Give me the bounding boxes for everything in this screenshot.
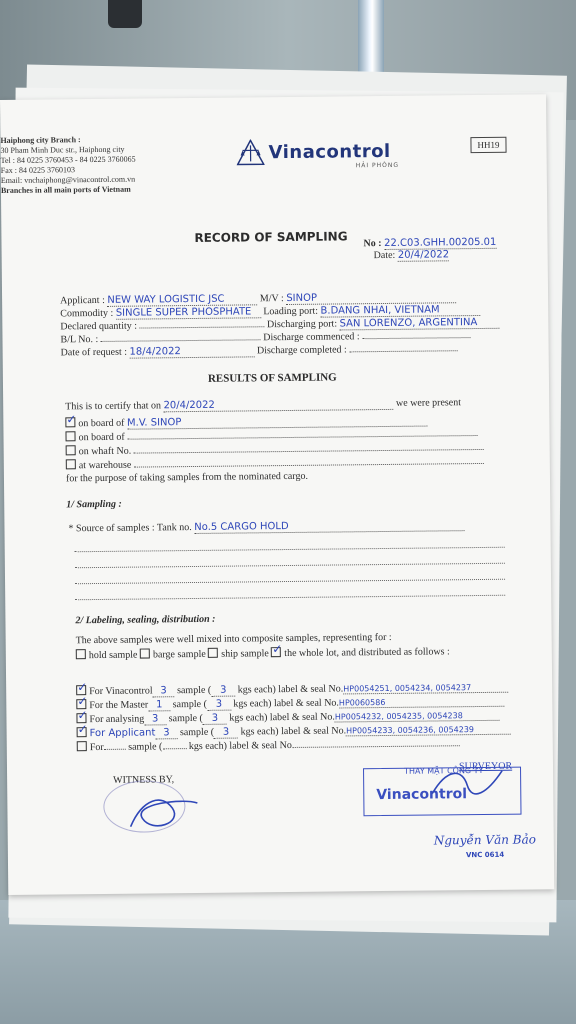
blank-line-1 — [75, 547, 505, 553]
mv-label: M/V : — [259, 293, 284, 305]
ship-sample-label: ship sample — [221, 648, 269, 660]
loading-label: Loading port: — [263, 305, 319, 318]
completed-value — [349, 350, 457, 352]
bl-value — [101, 339, 261, 342]
wharf-checkbox[interactable] — [66, 445, 76, 455]
surveyor-code: VNC 0614 — [465, 850, 505, 860]
request-row — [61, 343, 458, 359]
kgs-text: kgs each) — [233, 698, 272, 710]
applicant-value: NEW WAY LOGISTIC JSC — [107, 293, 257, 307]
surveyor-name: Nguyễn Văn Bảo — [433, 832, 537, 848]
date-value: 20/4/2022 — [397, 249, 450, 261]
wharf-value — [134, 449, 484, 454]
on-board-value-2 — [127, 435, 477, 440]
tank-value: No.5 CARGO HOLD — [194, 519, 464, 534]
stamp-name: Vinacontrol — [376, 786, 468, 804]
sample-text: sample ( — [177, 684, 212, 697]
loading-value: B.DANG NHAI, VIETNAM — [320, 304, 480, 318]
distribution-label: For Vinacontrol — [89, 685, 153, 698]
on-board-label-2: on board of — [78, 431, 125, 444]
scales-icon — [236, 139, 264, 165]
discharging-value: SAN LORENZO, ARGENTINA — [340, 317, 500, 331]
ship-sample-checkbox[interactable] — [208, 648, 218, 658]
certify-date: 20/4/2022 — [163, 398, 393, 412]
commodity-value: SINGLE SUPER PHOSPHATE — [116, 306, 261, 320]
barge-sample-label: barge sample — [152, 648, 206, 661]
quantity-value — [140, 326, 265, 328]
witness-label: WITNESS BY, — [113, 774, 175, 786]
warehouse-row — [66, 455, 484, 471]
no-value: 22.C03.GHH.00205.01 — [384, 236, 497, 249]
document-number — [363, 237, 496, 262]
sample-count: 1 — [148, 699, 170, 711]
seal-value — [294, 745, 459, 748]
whole-lot-checkbox[interactable] — [271, 647, 281, 657]
branch-title: Haiphong city Branch : — [0, 135, 81, 145]
kgs-text: kgs each) — [240, 726, 279, 738]
warehouse-checkbox[interactable] — [66, 459, 76, 469]
blank-line-4 — [75, 595, 505, 601]
on-board-checkbox-2[interactable] — [65, 431, 75, 441]
kgs-text: kgs each) — [229, 712, 268, 724]
commenced-value — [362, 337, 470, 339]
seal-text: label & seal No. — [229, 739, 295, 752]
warehouse-label: at warehouse — [78, 459, 132, 472]
sample-text: sample ( — [168, 712, 203, 725]
mv-value: SINOP — [286, 291, 456, 305]
sample-text: sample ( — [128, 741, 163, 753]
hold-sample-label: hold sample — [88, 649, 138, 662]
seal-value: HP0054233, 0054236, 0054239 — [346, 725, 511, 737]
source-row: * Source of samples : Tank no. No.5 CARGO HOLD — [68, 519, 464, 535]
kgs-text: kgs each) — [188, 740, 227, 753]
branch-address-block — [0, 135, 136, 196]
distribution-label: For the Master — [89, 699, 149, 712]
sample-count — [104, 749, 126, 750]
seal-value: HP0054232, 0054235, 0054238 — [335, 711, 500, 723]
commenced-label: Discharge commenced : — [263, 331, 360, 344]
form-code: HH19 — [470, 137, 506, 153]
binder-clip — [108, 0, 142, 28]
branch-address: 30 Pham Minh Duc str., Haiphong city — [0, 144, 125, 155]
branches-line: Branches in all main ports of Vietnam — [0, 184, 131, 195]
seal-value: HP0060586 — [339, 697, 504, 709]
present-text: we were present — [395, 397, 462, 409]
results-heading: RESULTS OF SAMPLING — [207, 371, 337, 385]
sample-type-row — [76, 645, 450, 661]
logo-text: Vinacontrol — [268, 140, 391, 163]
vessel-value: M.V. SINOP — [127, 415, 427, 430]
stamp-company: THAY MẶT CÔNG TY — [404, 765, 484, 776]
witness-signature — [122, 788, 203, 839]
logo-subtitle: HẢI PHÒNG — [355, 161, 400, 170]
email-line: Email: vnchaiphong@vinacontrol.com.vn — [0, 174, 136, 185]
kgs-text: kgs each) — [237, 684, 276, 696]
date-label: Date: — [373, 249, 396, 262]
certify-text: This is to certify that on — [65, 400, 162, 413]
kgs-value — [162, 748, 186, 749]
distribution-label: For Applicant — [89, 727, 156, 740]
sampling-heading: 1/ Sampling : — [66, 498, 122, 511]
labeling-intro: The above samples were well mixed into composite samples, representing for : — [75, 631, 392, 647]
applicant-label: Applicant : — [60, 294, 105, 307]
document-title: RECORD OF SAMPLING — [194, 229, 348, 245]
request-value: 18/4/2022 — [129, 345, 254, 358]
kgs-value: 3 — [211, 685, 235, 697]
kgs-value: 3 — [207, 699, 231, 711]
distribution-checkbox[interactable] — [77, 741, 87, 751]
kgs-value: 3 — [203, 713, 227, 725]
seal-text: label & seal No. — [269, 711, 335, 724]
bl-label: B/L No. : — [60, 333, 99, 346]
whole-lot-label: the whole lot, and distributed as follows : — [284, 646, 450, 660]
sample-text: sample ( — [172, 698, 207, 711]
completed-label: Discharge completed : — [256, 344, 347, 357]
seal-text: label & seal No. — [278, 683, 344, 696]
seal-value: HP0054251, 0054234, 0054237 — [343, 683, 508, 695]
hold-sample-checkbox[interactable] — [76, 649, 86, 659]
source-label: Source of samples : — [75, 522, 155, 535]
distribution-label: For analysing — [89, 713, 145, 726]
no-label: No : — [363, 238, 382, 250]
barge-sample-checkbox[interactable] — [140, 648, 150, 658]
labeling-heading: 2/ Labeling, sealing, distribution : — [75, 613, 216, 627]
blank-line-2 — [75, 563, 505, 569]
discharging-label: Discharging port: — [266, 318, 338, 331]
surveyor-signature — [427, 763, 507, 804]
distribution-row — [77, 737, 460, 753]
certify-row — [65, 397, 461, 413]
distribution-label: For — [89, 741, 104, 754]
purpose-text: for the purpose of taking samples from the nominated cargo. — [65, 470, 308, 485]
seal-text: label & seal No. — [281, 725, 347, 738]
tel-label: Tel — [0, 155, 11, 165]
seal-text: label & seal No. — [273, 697, 339, 710]
record-of-sampling-document — [0, 94, 554, 895]
sample-count: 3 — [155, 727, 177, 739]
blank-line-3 — [75, 579, 505, 585]
tel-value: : 84 0225 3760453 - 84 0225 3760065 — [12, 154, 136, 165]
tank-label: Tank no. — [156, 522, 192, 534]
commodity-label: Commodity : — [60, 307, 114, 320]
fax-value: : 84 0225 3760103 — [14, 165, 76, 175]
sample-text: sample ( — [179, 726, 215, 739]
wharf-label: on whaft No. — [78, 445, 132, 458]
kgs-value: 3 — [214, 727, 238, 739]
quantity-label: Declared quantity : — [60, 320, 138, 333]
sample-count: 3 — [144, 713, 166, 725]
fax-label: Fax — [0, 165, 13, 175]
distribution-checkbox[interactable] — [77, 727, 87, 737]
surveyor-title: SURVEYOR — [458, 760, 513, 773]
on-board-label-1: on board of — [78, 417, 125, 430]
sample-count: 3 — [153, 685, 175, 697]
request-label: Date of request : — [60, 346, 128, 359]
warehouse-value — [134, 463, 484, 468]
on-board-checkbox-1[interactable] — [65, 417, 75, 427]
